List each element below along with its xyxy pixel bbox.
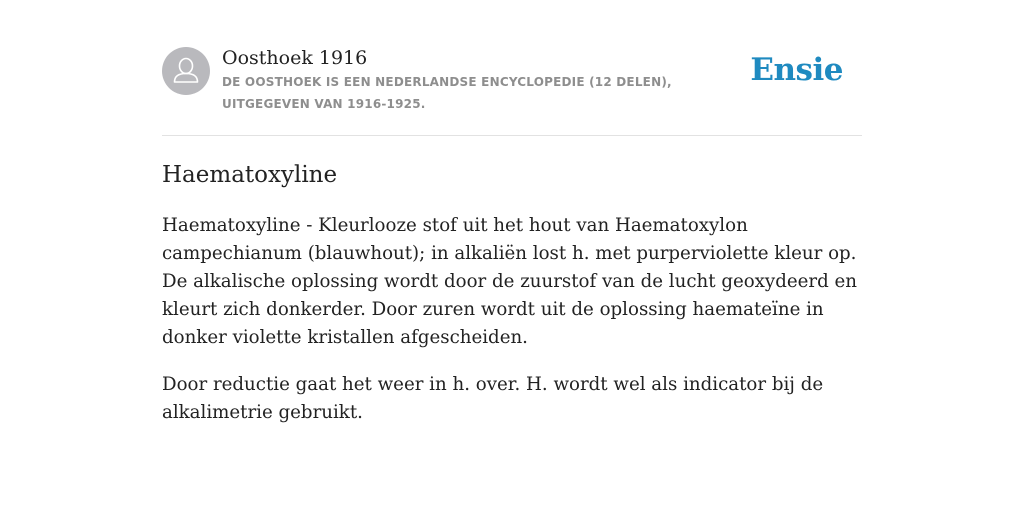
divider bbox=[162, 135, 862, 136]
article-title: Haematoxyline bbox=[162, 162, 338, 188]
source-header bbox=[162, 46, 862, 116]
user-icon bbox=[162, 47, 210, 95]
source-description: DE OOSTHOEK IS EEN NEDERLANDSE ENCYCLOPEDIE (12 DELEN), UITGEGEVEN VAN 1916-1925. bbox=[222, 75, 672, 111]
article-body bbox=[162, 212, 862, 446]
article-paragraph: Haematoxyline - Kleurlooze stof uit het hout van Haematoxylon campechianum (blauwhout); in alkaliën lost h. met purperviolette kleur op. De alkalische oplossing wordt door de zuurstof van de lucht geoxydeerd en kleurt zich donkerder. Door zuren wordt uit de oplossing haemateïne in donker violette kristallen afgescheiden. bbox=[162, 215, 857, 348]
ensie-logo[interactable]: Ensie bbox=[750, 52, 843, 88]
avatar[interactable] bbox=[162, 47, 210, 95]
article-paragraph: Door reductie gaat het weer in h. over. H. wordt wel als indicator bij de alkalimetrie gebruikt. bbox=[162, 374, 824, 423]
source-title[interactable]: Oosthoek 1916 bbox=[222, 47, 368, 69]
